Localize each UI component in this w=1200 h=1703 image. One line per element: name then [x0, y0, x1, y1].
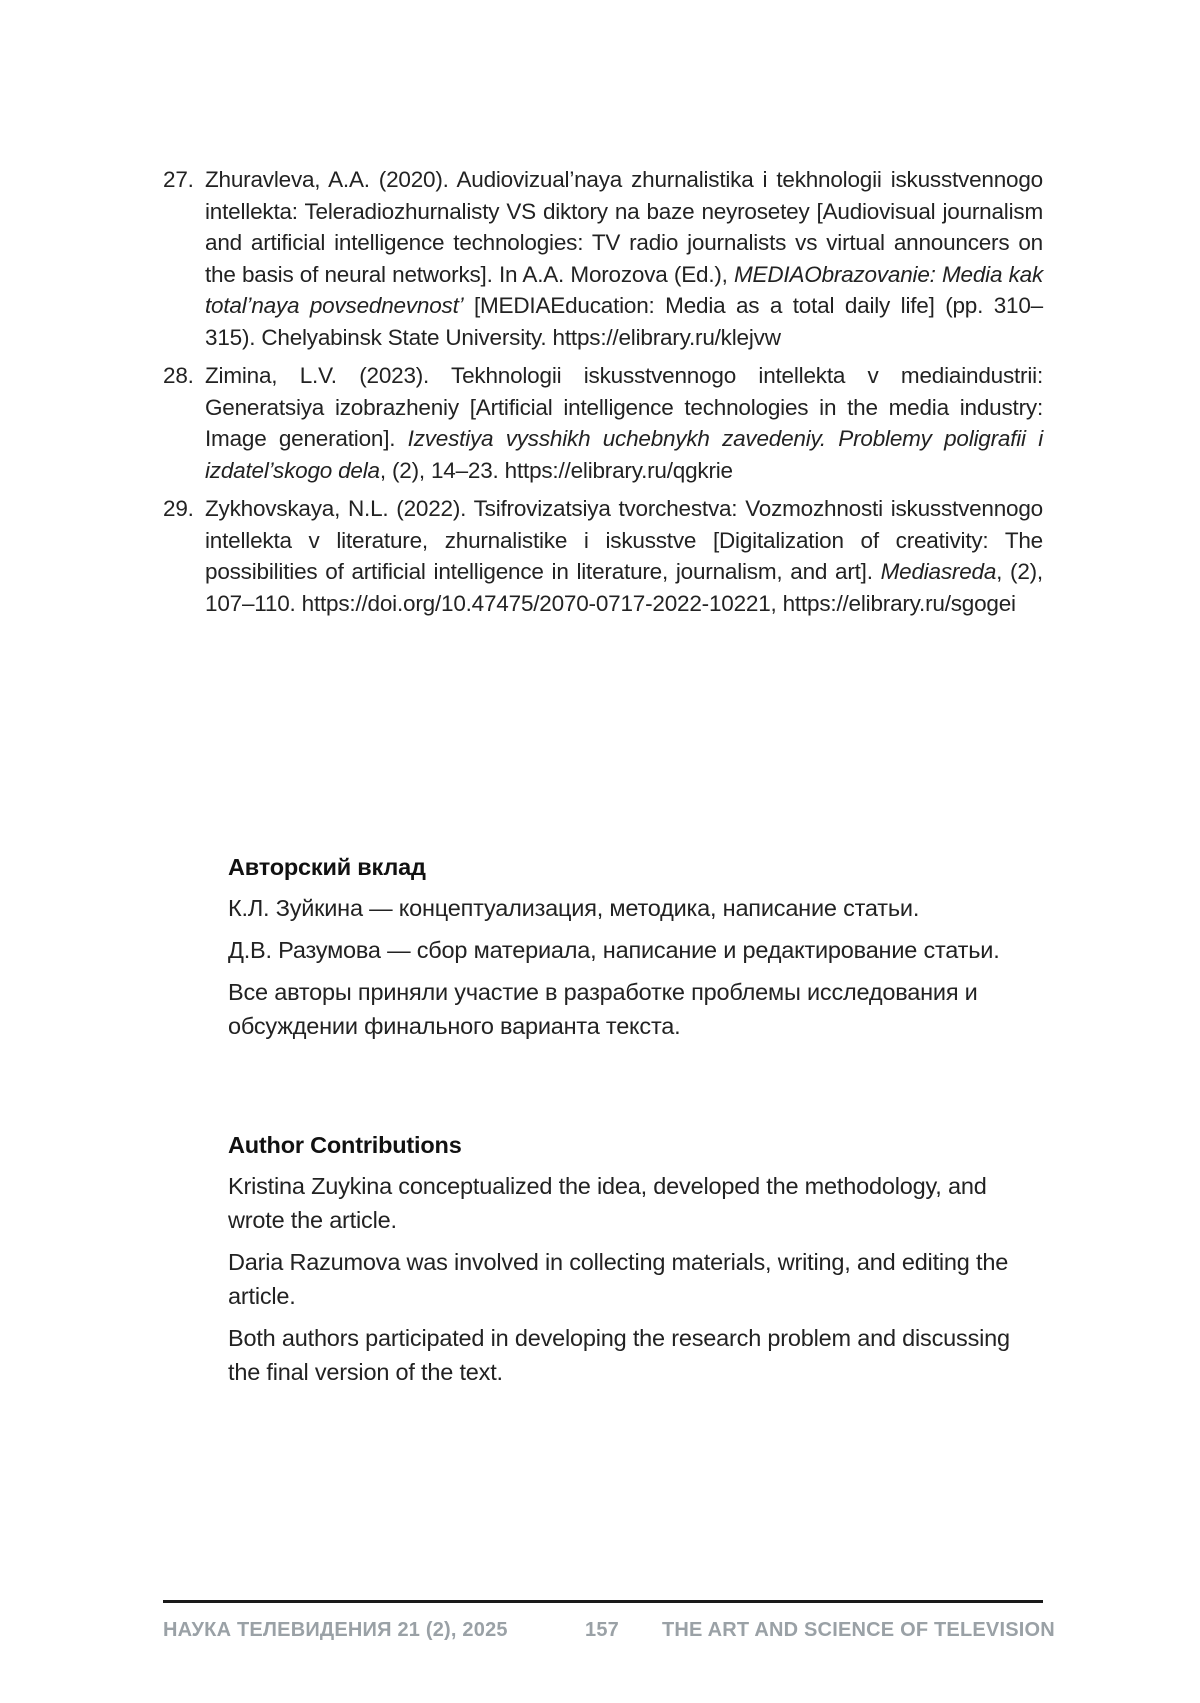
reference-text-tail: , (2), 14–23. https://elibrary.ru/qgkrie [379, 457, 733, 483]
reference-source-title: Izvestiya vysshikh uchebnykh zavedeniy. Problemy poligrafii i izdatel’skogo dela [205, 426, 1043, 483]
reference-text [205, 496, 1043, 616]
contribution-paragraph: Д.В. Разумова — сбор материала, написание и редактирование статьи. [228, 937, 1000, 963]
reference-source-title: Mediasreda [880, 559, 997, 584]
contribution-paragraph: К.Л. Зуйкина — концептуализация, методика, написание статьи. [228, 895, 920, 921]
reference-source-title: MEDIAObrazovanie: Media kak total’naya povsednevnost’ [205, 261, 1043, 318]
footer-journal-ru: НАУКА ТЕЛЕВИДЕНИЯ 21 (2), 2025 [163, 1619, 508, 1641]
reference-text-tail: , (2), 107–110. https://doi.org/10.47475/2070-0717-2022-10221, https://elibrary.ru/sgogei [205, 559, 1043, 616]
footer-journal-en: THE ART AND SCIENCE OF TELEVISION [662, 1619, 1055, 1641]
reference-text-main: Zykhovskaya, N.L. (2022). Tsifrovizatsiya tvorchestva: Vozmozhnosti iskusstvennogo intellekta v literature, zhurnalistike i iskusstve [Digitalization of creativity: The possibilities of artificial intelligence in literature, journalism, and art]. [205, 496, 1043, 584]
reference-text [205, 167, 1043, 350]
author-contribution-ru [228, 850, 1028, 1051]
footer-divider [163, 1600, 1043, 1603]
contribution-paragraph: Kristina Zuykina conceptualized the idea, developed the methodology, and wrote the article. [228, 1173, 987, 1233]
reference-text [205, 363, 1043, 483]
contribution-paragraph: Все авторы приняли участие в разработке проблемы исследования и обсуждении финального варианта текста. [228, 979, 978, 1039]
reference-number: 29. [163, 496, 194, 521]
section-heading: Author Contributions [228, 1132, 462, 1158]
reference-number: 27. [163, 167, 194, 192]
reference-item [163, 493, 1043, 619]
reference-text-main: Zhuravleva, A.A. (2020). Audiovizual’naya zhurnalistika i tekhnologii iskusstvennogo intellekta: Teleradiozhurnalisty VS diktory na baze neyrosetey [Audiovisual journalism and artificial intelligence technologies: TV radio journalists vs virtual announcers on the basis of neural networks]. In A.A. Morozova (Ed.), [205, 167, 1043, 287]
author-contribution-en [228, 1128, 1028, 1397]
reference-number: 28. [163, 363, 194, 388]
reference-list [163, 164, 1043, 626]
contribution-paragraph: Both authors participated in developing the research problem and discussing the final version of the text. [228, 1325, 1010, 1385]
section-heading: Авторский вклад [228, 854, 426, 880]
reference-text-tail: [MEDIAEducation: Media as a total daily life] (pp. 310–315). Chelyabinsk State University. https://elibrary.ru/klejvw [205, 293, 1043, 350]
reference-item [163, 164, 1043, 353]
contribution-paragraph: Daria Razumova was involved in collecting materials, writing, and editing the article. [228, 1249, 1009, 1309]
reference-item [163, 360, 1043, 486]
reference-text-main: Zimina, L.V. (2023). Tekhnologii iskusstvennogo intellekta v mediaindustrii: Generatsiya izobrazheniy [Artificial intelligence technologies in the media industry: Image generation]. [205, 363, 1043, 451]
page-number: 157 [585, 1619, 619, 1641]
